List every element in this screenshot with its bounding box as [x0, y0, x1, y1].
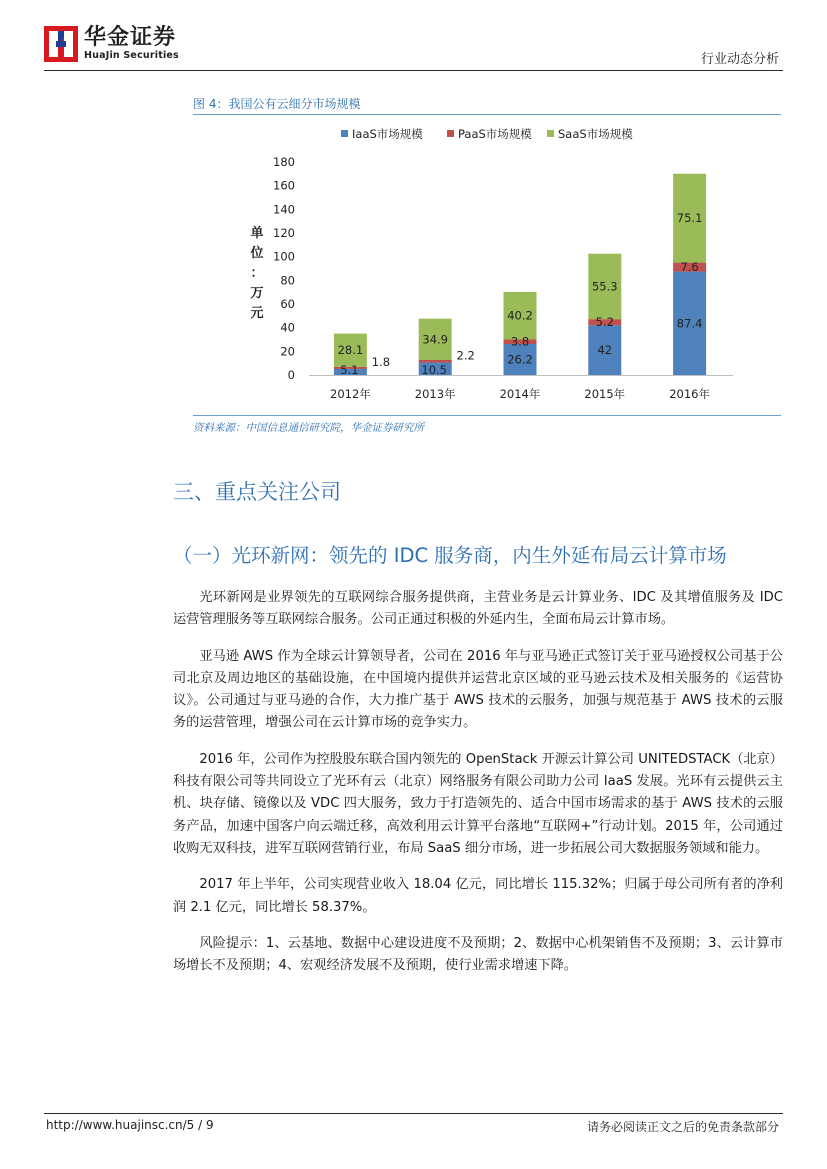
legend-label: IaaS市场规模 [352, 127, 423, 141]
x-tick-label: 2015年 [584, 387, 626, 401]
x-tick-label: 2016年 [669, 387, 710, 401]
x-tick-label: 2014年 [499, 387, 541, 401]
legend-swatch [447, 130, 454, 137]
y-tick-label: 20 [280, 344, 295, 359]
y-axis-label-char: 位 [250, 246, 264, 261]
page-number: 5 / 9 [186, 1118, 214, 1132]
paragraph: 亚马逊 AWS 作为全球云计算领导者，公司在 2016 年与亚马逊正式签订关于亚马逊授权公司基于公司北京及周边地区的基础设施，在中国境内提供并运营北京区域的亚马逊云技术及相关服务的《运营协议》。公司通过与亚马逊的合作，大力推广基于 AWS 技术的云服务，加强与规范基于 AWS 技术的云服务的运营管理，增强公司在云计算市场的竞争实力。 [173, 648, 783, 731]
paragraph: 2016 年，公司作为控股股东联合国内领先的 OpenStack 开源云计算公司 UNITEDSTACK（北京）科技有限公司等共同设立了光环有云（北京）网络服务有限公司助力公司 IaaS 发展。光环有云提供云主机、块存储、镜像以及 VDC 四大服务，致力于打造领先的、适合中国市场需求的基于 AWS 技术的云服务产品，加速中国客户向云端迁移，高效利用云计算平台落地“互联网+”行动计划。2015 年，公司通过收购无双科技，进军互联网营销行业，布局 SaaS 细分市场，进一步拓展公司大数据服务领域和能力。 [173, 751, 783, 856]
x-tick-label: 2012年 [330, 387, 371, 401]
x-tick-label: 2013年 [414, 387, 456, 401]
data-label: 34.9 [422, 332, 449, 347]
y-tick-label: 0 [287, 368, 295, 382]
footer-url-page [46, 1118, 214, 1132]
legend-label: PaaS市场规模 [458, 127, 532, 141]
y-tick-label: 80 [280, 273, 295, 288]
figure-top-rule [193, 114, 781, 115]
y-tick-label: 140 [273, 202, 295, 217]
paragraph: 2017 年上半年，公司实现营业收入 18.04 亿元，同比增长 115.32%；归属于母公司所有者的净利润 2.1 亿元，同比增长 58.37%。 [173, 877, 783, 915]
figure-bottom-rule [193, 415, 781, 416]
data-label: 3.8 [510, 334, 530, 349]
data-label: 5.2 [595, 315, 614, 330]
legend-swatch [547, 130, 554, 137]
y-axis-label [249, 225, 263, 321]
data-label: 7.6 [680, 260, 699, 275]
logo-en-text: HuaJin Securities [84, 50, 179, 62]
chart-legend [341, 127, 633, 141]
figure-source: 资料来源：中国信息通信研究院，华金证券研究所 [193, 422, 424, 434]
y-axis-label-char: ： [250, 266, 264, 281]
data-label: 26.2 [507, 352, 533, 367]
data-label: 87.4 [676, 316, 703, 331]
section-heading: 三、重点关注公司 [173, 480, 341, 504]
website-link[interactable]: http://www.huajinsc.cn/ [46, 1118, 187, 1132]
data-label: 28.1 [337, 343, 364, 358]
figure-title: 图 4：我国公有云细分市场规模 [193, 97, 361, 111]
data-label: 42 [597, 343, 613, 358]
paragraph: 风险提示：1、云基地、数据中心建设进度不及预期；2、数据中心机架销售不及预期；3、云计算市场增长不及预期；4、宏观经济发展不及预期，使行业需求增速下降。 [173, 935, 783, 974]
y-tick-label: 160 [273, 178, 295, 193]
y-axis-label-char: 万 [250, 286, 264, 301]
y-tick-label: 100 [273, 249, 295, 264]
body-text [173, 587, 783, 991]
footer-disclaimer: 请务必阅读正文之后的免责条款部分 [586, 1120, 779, 1134]
data-label: 55.3 [591, 279, 618, 294]
huajin-logo-icon [44, 26, 78, 62]
paragraph: 光环新网是业界领先的互联网综合服务提供商，主营业务是云计算业务、IDC 及其增值服务及 IDC 运营管理服务等互联网综合服务。公司正通过积极的外延内生，全面布局云计算市场。 [173, 590, 783, 628]
y-tick-label: 40 [280, 320, 295, 335]
data-label: 75.1 [676, 211, 703, 226]
footer-divider [44, 1113, 783, 1114]
data-label: 40.2 [507, 308, 533, 323]
y-tick-label: 60 [280, 297, 295, 311]
y-tick-label: 180 [273, 155, 295, 169]
header-divider [44, 70, 783, 71]
logo-cn-text: 华金证券 [84, 25, 177, 51]
data-label: 10.5 [421, 363, 448, 377]
x-axis [309, 376, 733, 402]
y-axis-label-char: 单 [250, 226, 264, 241]
data-label: 5.1 [340, 363, 359, 377]
y-axis-ticks [273, 155, 295, 382]
subsection-heading: （一）光环新网：领先的 IDC 服务商，内生外延布局云计算市场 [173, 544, 727, 567]
legend-swatch [341, 130, 348, 137]
stacked-bar-chart [193, 118, 781, 413]
report-section-label: 行业动态分析 [700, 52, 779, 67]
chart-bars [334, 174, 706, 377]
y-tick-label: 120 [273, 226, 295, 240]
data-label: 1.8 [371, 354, 391, 369]
company-logo [44, 26, 179, 62]
legend-label: SaaS市场规模 [558, 127, 633, 141]
data-label: 2.2 [456, 348, 475, 363]
y-axis-label-char: 元 [250, 306, 264, 321]
